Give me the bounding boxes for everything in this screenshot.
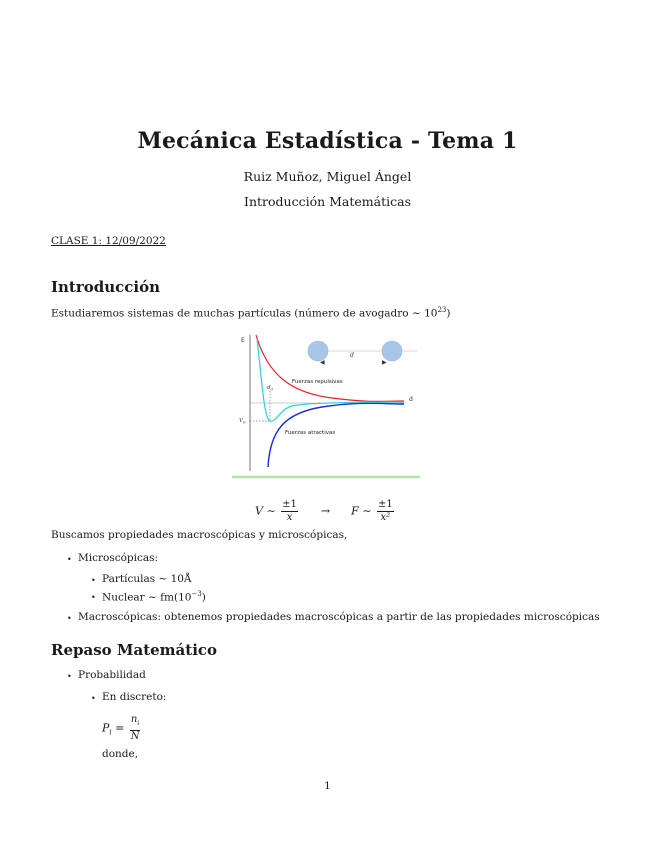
particle-scale-item: Partículas ∼ 10Å bbox=[102, 573, 192, 585]
nuclear-text-close: ) bbox=[201, 591, 206, 604]
microscopic-item: Microscópicas: bbox=[78, 552, 159, 564]
y-axis-label: E bbox=[241, 337, 245, 344]
v-numerator: ±1 bbox=[282, 499, 297, 510]
intro-paragraph bbox=[51, 306, 450, 320]
class-date-label: CLASE 1: 12/09/2022 bbox=[51, 235, 166, 247]
attractive-label: Fuerzas atractivas bbox=[285, 430, 336, 436]
bullet-icon: • bbox=[67, 614, 72, 623]
left-arrow-icon: ◀ bbox=[320, 359, 325, 366]
nuclear-text: Nuclear ∼ fm(10 bbox=[102, 591, 192, 604]
force-potential-equation bbox=[255, 499, 396, 524]
intro-text-close: ) bbox=[446, 307, 451, 320]
p-subscript: i bbox=[109, 728, 112, 737]
d0-label: $d_0$ bbox=[267, 385, 274, 392]
nuclear-scale-item bbox=[102, 590, 206, 604]
donde-text: donde, bbox=[102, 748, 139, 760]
bullet-icon: • bbox=[91, 694, 96, 703]
section-heading-introduccion: Introducción bbox=[51, 278, 161, 296]
bullet-icon: • bbox=[91, 576, 96, 585]
v-lhs: V ∼ bbox=[255, 504, 276, 518]
repulsive-label: Fuerzas repulsivas bbox=[292, 379, 343, 385]
right-arrow-icon: ▶ bbox=[382, 359, 387, 366]
bullet-icon: • bbox=[91, 593, 96, 602]
avogadro-exponent: 23 bbox=[437, 306, 447, 314]
p-fraction bbox=[130, 714, 140, 743]
macroscopic-item: Macroscópicas: obtenemos propiedades macroscópicas a partir de las propiedades microscópicas bbox=[78, 611, 600, 623]
nuclear-exponent: −3 bbox=[191, 590, 202, 598]
separation-label: d bbox=[350, 352, 354, 359]
x-axis-label: d bbox=[409, 396, 413, 403]
f-lhs: F ∼ bbox=[351, 504, 372, 518]
page-number: 1 bbox=[324, 780, 331, 792]
intro-text: Estudiaremos sistemas de muchas partículas (número de avogadro ∼ 10 bbox=[51, 307, 438, 320]
author-name: Ruiz Muñoz, Miguel Ángel bbox=[243, 169, 412, 184]
p-denominator: N bbox=[130, 731, 140, 742]
arrow-symbol: → bbox=[320, 504, 331, 518]
v-fraction bbox=[281, 499, 298, 524]
v0-label: $V_0$ bbox=[239, 418, 246, 425]
f-numerator: ±1 bbox=[378, 499, 393, 510]
equals-symbol: = bbox=[115, 721, 125, 735]
v-denominator: x bbox=[286, 512, 293, 523]
bullet-icon: • bbox=[67, 555, 72, 564]
f-fraction bbox=[377, 499, 394, 524]
document-title: Mecánica Estadística - Tema 1 bbox=[137, 128, 518, 154]
affiliation: Introducción Matemáticas bbox=[244, 194, 411, 209]
potential-energy-figure bbox=[232, 331, 422, 479]
f-denominator: x² bbox=[380, 512, 391, 523]
probability-item: Probabilidad bbox=[78, 669, 146, 681]
p-symbol: P bbox=[102, 721, 110, 735]
probability-equation bbox=[102, 714, 142, 743]
bullet-icon: • bbox=[67, 672, 72, 681]
macro-micro-sentence: Buscamos propiedades macroscópicas y microscópicas, bbox=[51, 529, 348, 541]
section-heading-repaso: Repaso Matemático bbox=[51, 641, 218, 659]
sphere-right bbox=[382, 341, 402, 361]
discrete-item: En discreto: bbox=[102, 691, 167, 703]
p-numerator: $n_i$ bbox=[130, 714, 140, 731]
sphere-left bbox=[308, 341, 328, 361]
